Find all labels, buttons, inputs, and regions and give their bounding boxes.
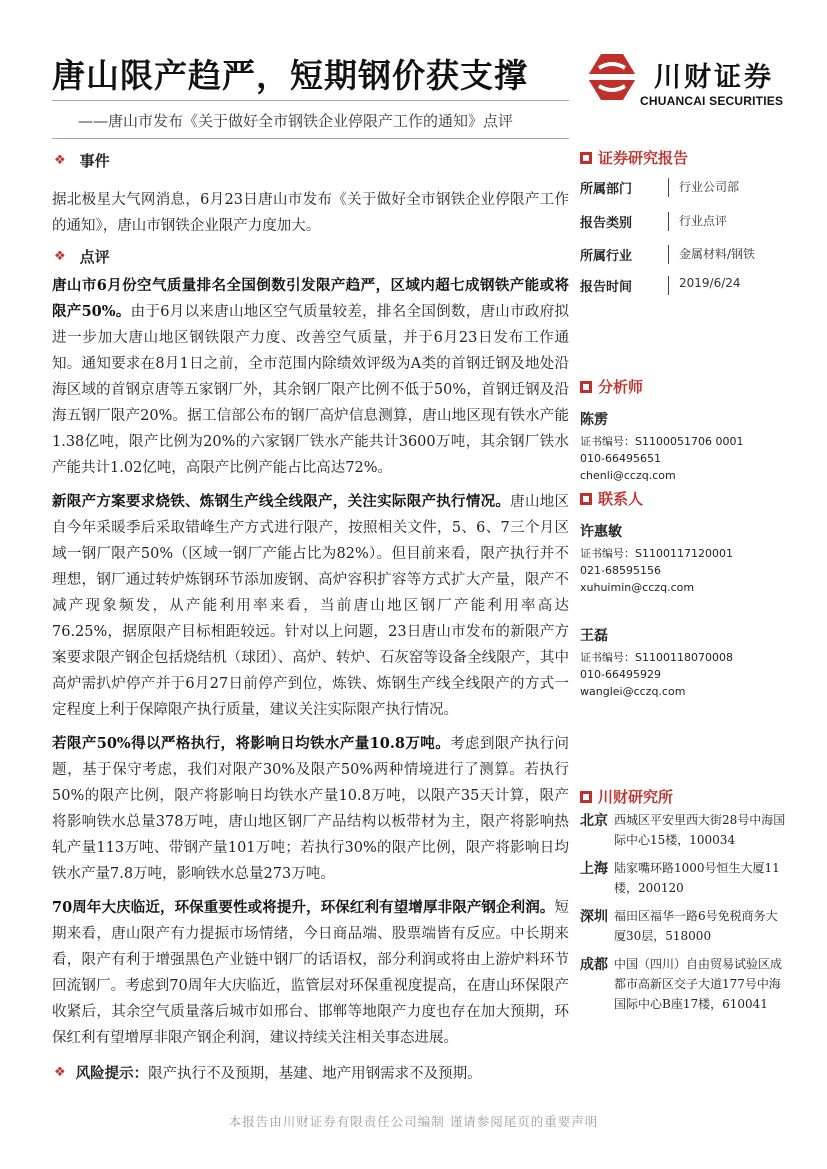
comment-paragraph-3 [52,731,569,887]
info-key: 所属行业 [580,249,633,264]
event-heading-label: 事件 [79,151,110,170]
section-square-icon [580,791,592,803]
office-address: 陆家嘴环路1000号恒生大厦11楼，200120 [614,861,780,895]
office-address: 西城区平安里西大街28号中海国际中心15楼，100034 [614,813,786,847]
report-title: 唐山限产趋严，短期钢价获支撑 [52,56,528,95]
report-subtitle: ——唐山市发布《关于做好全市钢铁企业停限产工作的通知》点评 [78,112,514,130]
section-square-icon [580,493,592,505]
contact-phone: 010-66495929 [580,668,661,681]
section-square-icon [580,381,592,393]
paragraph-body: 唐山地区自今年采暖季后采取错峰生产方式进行限产，按照相关文件，5、6、7三个月区域一钢厂限产50%（区域一钢厂产能占比为82%）。但目前来看，限产执行并不理想，钢厂通过转炉炼钢环节添加废钢、高炉容积扩容等方式扩大产量，限产不减产现象频发，从产能利用率来看，当前唐山地区钢厂产能利用率高达76.25%，据原限产目标相距较远。针对以上问题，23日唐山市发布的新限产方案要求限产钢企包括烧结机（球团）、高炉、转炉、石灰窑等设备全线限产，其中高炉需扒炉停产并于6月27日前停产到位，炼铁、炼钢生产线全线限产的方式一定程度上利于保障限产执行质量，建议关注实际限产执行情况。 [52,494,570,718]
comment-paragraph-1 [52,273,569,481]
chuancai-logo-icon [581,52,643,102]
paragraph-body: 由于6月以来唐山地区空气质量较差，排名全国倒数，唐山市政府拟进一步加大唐山地区钢铁限产力度、改善空气质量，并于6月23日发布工作通知。通知要求在8月1日之前，全市范围内除绩效评级为A类的首钢迁钢及地处沿海区域的首钢京唐等五家钢厂外，其余钢厂限产比例不低于50%，首钢迁钢及沿海五钢厂限产20%。据工信部公布的钢厂高炉信息测算，唐山地区现有铁水产能1.38亿吨，限产比例为20%的六家钢厂铁水产能共计3600万吨，其余钢厂铁水产能共计1.02亿吨，高限产比例产能占比高达72%。 [52,304,569,476]
info-value: 2019/6/24 [668,276,741,295]
contact-heading-label: 联系人 [598,490,644,508]
analyst-name: 陈雳 [580,412,608,428]
report-info-heading-label: 证券研究报告 [598,149,689,167]
office-entry [580,954,790,1014]
info-row [580,276,741,295]
contact-name: 许惠敏 [580,524,622,540]
analyst-heading-label: 分析师 [598,378,644,396]
analyst-card [580,412,780,482]
institute-heading [580,786,780,807]
office-city: 北京 [580,813,608,829]
analyst-heading [580,376,780,397]
comment-heading-label: 点评 [79,247,110,266]
comment-paragraph-2 [52,489,569,723]
info-row [580,178,739,197]
contact-phone: 021-68595156 [580,564,661,577]
report-info-table [580,178,780,308]
office-city: 上海 [580,861,608,877]
info-key: 报告类别 [580,216,633,231]
office-list [580,810,786,1050]
paragraph-body: 短期来看，唐山限产有力提振市场情绪，今日商品端、股票端皆有反应。中长期来看，限产有利于增强黑色产业链中钢厂的话语权，部分利润或将由上游炉料环节回流钢厂。考虑到70周年大庆临近，监管层对环保重视度提高，在唐山环保限产收紧后，其余空气质量落后城市如邢台、邯郸等地限产力度也存在加大预期，环保红利有望增厚非限产钢企利润，建议持续关注相关事态进展。 [52,900,569,1046]
contact-email[interactable]: wanglei@cczq.com [580,685,686,698]
office-entry [580,906,790,946]
event-heading [52,145,569,175]
contact-list [580,524,780,698]
info-value: 行业点评 [668,212,727,231]
contact-cert: 证书编号：S1100118070008 [580,651,733,664]
paragraph-lead: 新限产方案要求烧铁、炼钢生产线全线限产，关注实际限产执行情况。 [52,493,511,510]
risk-text: 限产执行不及预期，基建、地产用钢需求不及预期。 [148,1065,482,1082]
paragraph-lead: 若限产50%得以严格执行，将影响日均铁水产量10.8万吨。 [52,735,451,752]
info-row [580,212,727,231]
section-square-icon [580,152,592,164]
risk-warning [52,1057,569,1087]
brand-name-cn: 川财证券 [654,62,774,92]
info-value: 行业公司部 [668,178,739,197]
diamond-bullet-icon: ❖ [54,248,66,264]
contact-name: 王磊 [580,628,608,644]
page-footer: 本报告由川财证券有限责任公司编制 谨请参阅尾页的重要声明 [228,1114,599,1129]
office-city: 深圳 [580,909,608,925]
analyst-email[interactable]: chenli@cczq.com [580,469,676,482]
comment-heading [52,241,569,271]
info-row [580,245,755,264]
info-key: 所属部门 [580,182,633,197]
institute-heading-label: 川财研究所 [598,788,674,806]
title-divider [52,100,569,101]
report-info-heading [580,147,780,168]
paragraph-lead: 唐山市6月份空气质量排名全国倒数引发限产趋严，区域内超七成钢铁产能或将限产50%。 [52,277,569,320]
info-value: 金属材料/钢铁 [668,245,755,264]
analyst-cert: 证书编号：S1100051706 0001 [580,435,744,448]
office-address: 福田区福华一路6号免税商务大厦30层，518000 [614,909,778,943]
brand-name-en: CHUANCAI SECURITIES [640,94,784,108]
diamond-bullet-icon: ❖ [54,152,66,168]
contact-card [580,524,733,596]
main-content [52,145,569,1087]
info-key: 报告时间 [580,280,633,295]
analyst-phone: 010-66495651 [580,452,661,465]
office-address: 中国（四川）自由贸易试验区成都市高新区交子大道177号中海国际中心B座17楼，610041 [614,957,783,1011]
office-entry [580,858,790,898]
paragraph-lead: 70周年大庆临近，环保重要性或将提升，环保红利有望增厚非限产钢企利润。 [52,899,555,916]
risk-label: 风险提示： [75,1064,149,1082]
contact-email[interactable]: xuhuimin@cczq.com [580,581,695,594]
diamond-bullet-icon: ❖ [54,1064,66,1080]
contact-cert: 证书编号：S1100117120001 [580,547,733,560]
event-text: 据北极星大气网消息，6月23日唐山市发布《关于做好全市钢铁企业停限产工作的通知》，唐山市钢铁企业限产力度加大。 [52,192,569,234]
comment-paragraph-4 [52,895,569,1051]
paragraph-body: 考虑到限产执行问题，基于保守考虑，我们对限产30%及限产50%两种情境进行了测算。若执行50%的限产比例，限产将影响日均铁水产量10.8万吨，以限产35天计算，限产将影响铁水总量378万吨，唐山地区钢厂产品结构以板带材为主，限产将影响热轧产量113万吨、带钢产量101万吨；若执行30%的限产比例，限产将影响日均铁水产量7.8万吨，影响铁水总量273万吨。 [52,736,569,882]
office-city: 成都 [580,957,608,973]
contact-card [580,628,733,700]
subtitle-divider [52,138,569,139]
office-entry [580,810,790,850]
contact-heading [580,488,780,509]
